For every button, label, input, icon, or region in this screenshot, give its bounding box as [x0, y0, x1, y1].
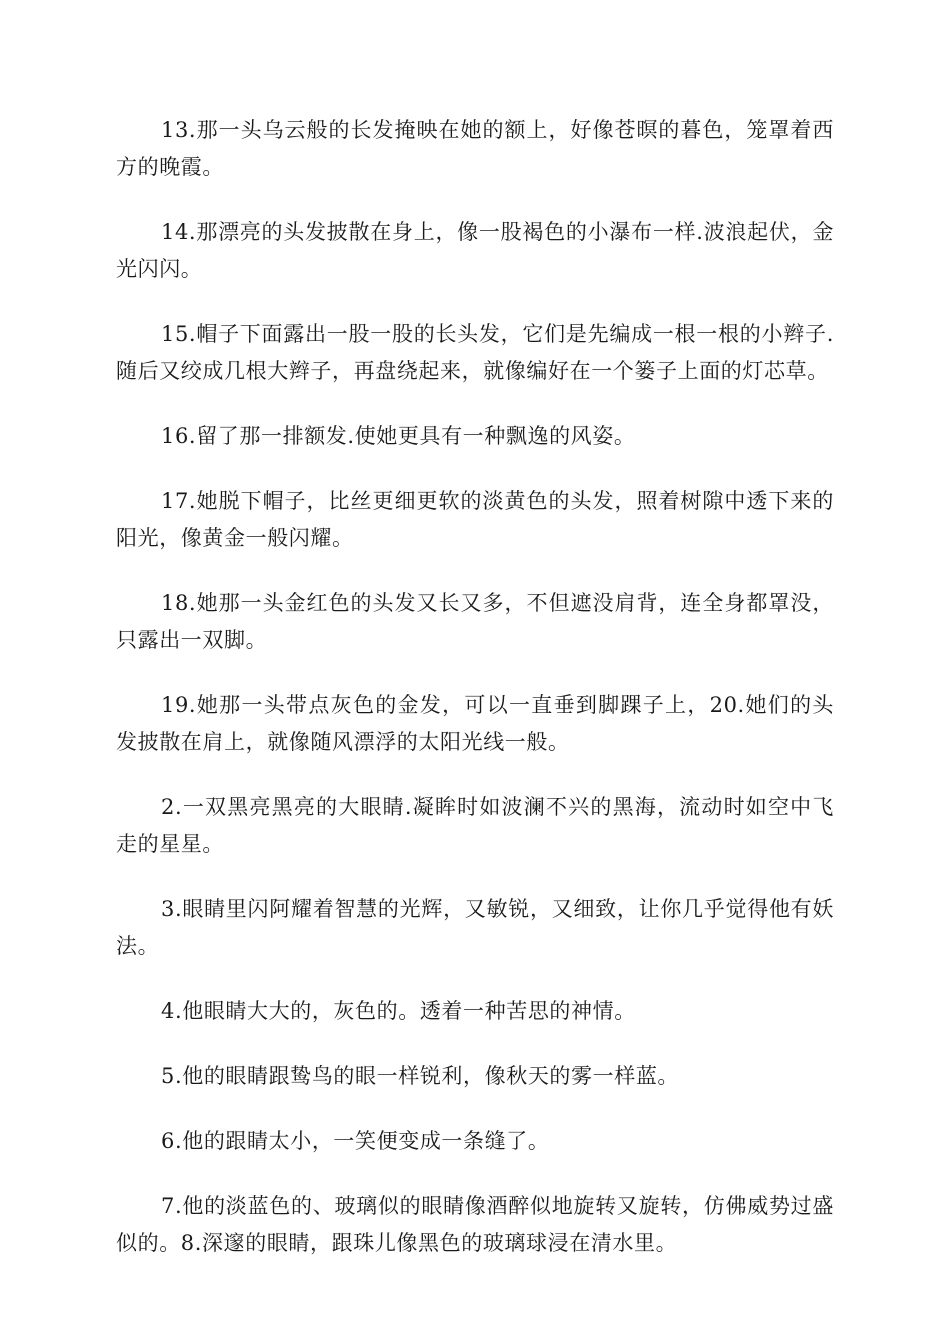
paragraph-16: 16.留了那一排额发.使她更具有一种飘逸的风姿。 [161, 424, 636, 448]
paragraph-5: 5.他的眼睛跟鸷鸟的眼一样锐利，像秋天的雾一样蓝。 [161, 1064, 680, 1088]
paragraph-17: 17.她脱下帽子，比丝更细更软的淡黄色的头发，照着树隙中透下来的阳光，像黄金一般闪耀。 [116, 489, 834, 550]
document-body [116, 112, 834, 1290]
paragraph-3: 3.眼睛里闪阿耀着智慧的光辉，又敏锐，又细致，让你几乎觉得他有妖法。 [116, 897, 834, 958]
paragraph-18: 18.她那一头金红色的头发又长又多，不但遮没肩背，连全身都罩没，只露出一双脚。 [116, 591, 834, 652]
paragraph-19: 19.她那一头带点灰色的金发，可以一直垂到脚踝子上，20.她们的头发披散在肩上，就像随风漂浮的太阳光线一般。 [116, 693, 834, 754]
paragraph-6: 6.他的跟睛太小，一笑便变成一条缝了。 [161, 1129, 550, 1153]
paragraph-15: 15.帽子下面露出一股一股的长头发，它们是先编成一根一根的小辫子.随后又绞成几根大辫子，再盘绕起来，就像编好在一个篓子上面的灯芯草。 [116, 322, 834, 383]
paragraph-7: 7.他的淡蓝色的、玻璃似的眼睛像酒醉似地旋转又旋转，仿佛威势过盛似的。8.深邃的眼睛，跟珠儿像黑色的玻璃球浸在清水里。 [116, 1194, 834, 1255]
paragraph-13: 13.那一头乌云般的长发掩映在她的额上，好像苍暝的暮色，笼罩着西方的晚霞。 [116, 118, 834, 179]
paragraph-14: 14.那漂亮的头发披散在身上，像一股褐色的小瀑布一样.波浪起伏，金光闪闪。 [116, 220, 834, 281]
paragraph-2: 2.一双黑亮黑亮的大眼睛.凝眸时如波澜不兴的黑海，流动时如空中飞走的星星。 [116, 795, 834, 856]
paragraph-4: 4.他眼睛大大的，灰色的。透着一种苦思的神情。 [161, 999, 636, 1023]
